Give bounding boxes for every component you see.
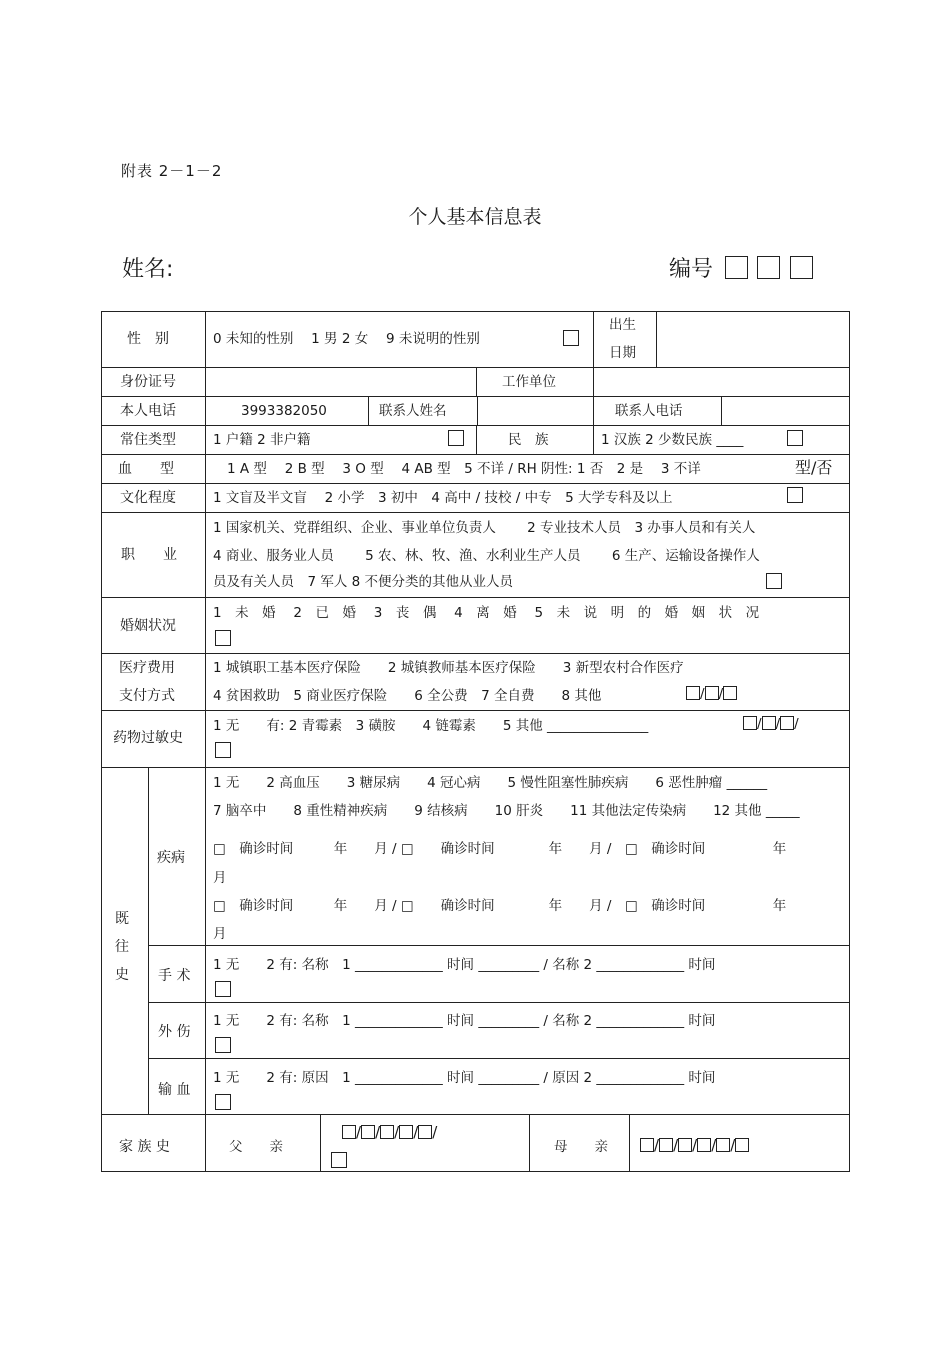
work-unit-label: 工作单位 [502, 374, 556, 390]
blood-suffix: 型/否 [795, 458, 833, 477]
occupation-line: 员及有关人员 7 军人 8 不便分类的其他从业人员 [213, 574, 514, 590]
contact-phone-label: 联系人电话 [615, 403, 683, 419]
work-unit-field[interactable] [596, 370, 846, 394]
birth-label: 出生 [609, 317, 636, 333]
mother-checkboxes[interactable]: / / / / / [640, 1137, 749, 1154]
transfusion-options: 1 无 2 有: 原因 1 _____________ 时间 _________ / 原因 2 _____________ 时间 [213, 1070, 716, 1086]
ethnic-checkbox[interactable] [787, 430, 803, 446]
residence-label: 常住类型 [120, 432, 176, 448]
phone-value[interactable]: 3993382050 [241, 403, 327, 419]
id-card-field[interactable] [208, 370, 473, 394]
diagnosis-line: □ 确诊时间 年 月 / □ 确诊时间 年 月 / □ 确诊时间 年 [213, 841, 787, 857]
marital-label: 婚姻状况 [120, 618, 176, 634]
ethnic-label: 民 族 [508, 432, 549, 448]
contact-name-label: 联系人姓名 [379, 403, 447, 419]
surgery-label: 手 术 [158, 968, 191, 984]
father-checkboxes[interactable]: / / / / / [342, 1124, 437, 1141]
payment-line: 4 贫困救助 5 商业医疗保险 6 全公费 7 全自费 8 其他 [213, 688, 602, 704]
payment-label: 医疗费用 [119, 660, 175, 676]
diagnosis-line: 月 [213, 870, 227, 886]
contact-name-field[interactable] [480, 399, 590, 423]
id-digit-box[interactable] [725, 256, 748, 279]
education-label: 文化程度 [120, 490, 176, 506]
mother-label: 母 亲 [554, 1139, 608, 1155]
occupation-label: 职 业 [121, 547, 177, 563]
ethnic-options: 1 汉族 2 少数民族 ____ [601, 432, 744, 448]
blood-options: 1 A 型 2 B 型 3 O 型 4 AB 型 5 不详 / RH 阴性: 1 否 2 是 3 不详 [227, 461, 701, 477]
residence-options: 1 户籍 2 非户籍 [213, 432, 311, 448]
diagnosis-line: 月 [213, 926, 227, 942]
id-card-label: 身份证号 [120, 374, 176, 390]
history-label: 既往史 [115, 911, 129, 983]
occupation-line: 4 商业、服务业人员 5 农、林、牧、渔、水利业生产人员 6 生产、运输设备操作人 [213, 548, 760, 564]
disease-line: 7 脑卒中 8 重性精神疾病 9 结核病 10 肝炎 11 其他法定传染病 12 其他 _____ [213, 803, 800, 819]
marital-checkbox[interactable] [215, 630, 231, 646]
allergy-label: 药物过敏史 [113, 730, 183, 746]
injury-options: 1 无 2 有: 名称 1 _____________ 时间 _________ / 名称 2 _____________ 时间 [213, 1013, 716, 1029]
blood-label: 血 型 [118, 461, 174, 477]
id-label: 编号 [669, 257, 714, 282]
payment-checkboxes[interactable]: / / [686, 686, 737, 703]
occupation-checkbox[interactable] [766, 573, 782, 589]
education-checkbox[interactable] [787, 487, 803, 503]
payment-label: 支付方式 [119, 688, 175, 704]
marital-options: 1 未 婚 2 已 婚 3 丧 偶 4 离 婚 5 未 说 明 的 婚 姻 状 况 [213, 605, 760, 621]
injury-checkbox[interactable] [215, 1037, 231, 1053]
transfusion-label: 输 血 [158, 1082, 191, 1098]
disease-line: 1 无 2 高血压 3 糖尿病 4 冠心病 5 慢性阻塞性肺疾病 6 恶性肿瘤 ______ [213, 775, 768, 791]
education-options: 1 文盲及半文盲 2 小学 3 初中 4 高中 / 技校 / 中专 5 大学专科及以上 [213, 490, 673, 506]
allergy-checkboxes[interactable]: / / / [743, 716, 799, 733]
id-digit-box[interactable] [757, 256, 780, 279]
id-digit-box[interactable] [790, 256, 813, 279]
residence-checkbox[interactable] [448, 430, 464, 446]
family-history-label: 家 族 史 [119, 1139, 170, 1155]
occupation-line: 1 国家机关、党群组织、企业、事业单位负责人 2 专业技术人员 3 办事人员和有关人 [213, 520, 756, 536]
father-label: 父 亲 [229, 1139, 283, 1155]
attachment-number: 附表 2－1－2 [121, 162, 223, 180]
phone-label: 本人电话 [120, 403, 176, 419]
contact-phone-field[interactable] [724, 399, 846, 423]
page-title: 个人基本信息表 [408, 206, 542, 228]
allergy-checkbox[interactable] [215, 742, 231, 758]
gender-label: 性 别 [127, 331, 169, 347]
payment-line: 1 城镇职工基本医疗保险 2 城镇教师基本医疗保险 3 新型农村合作医疗 [213, 660, 684, 676]
name-label: 姓名: [122, 257, 174, 282]
transfusion-checkbox[interactable] [215, 1094, 231, 1110]
injury-label: 外 伤 [158, 1024, 191, 1040]
father-checkbox[interactable] [331, 1152, 347, 1168]
gender-options: 0 未知的性别 1 男 2 女 9 未说明的性别 [213, 331, 480, 347]
surgery-checkbox[interactable] [215, 981, 231, 997]
gender-checkbox[interactable] [563, 330, 579, 346]
allergy-options: 1 无 有: 2 青霉素 3 磺胺 4 链霉素 5 其他 _______________ [213, 718, 649, 734]
birth-date-field[interactable] [660, 314, 846, 364]
disease-label: 疾病 [157, 850, 185, 866]
diagnosis-line: □ 确诊时间 年 月 / □ 确诊时间 年 月 / □ 确诊时间 年 [213, 898, 787, 914]
surgery-options: 1 无 2 有: 名称 1 _____________ 时间 _________ / 名称 2 _____________ 时间 [213, 957, 716, 973]
birth-label: 日期 [609, 345, 636, 361]
